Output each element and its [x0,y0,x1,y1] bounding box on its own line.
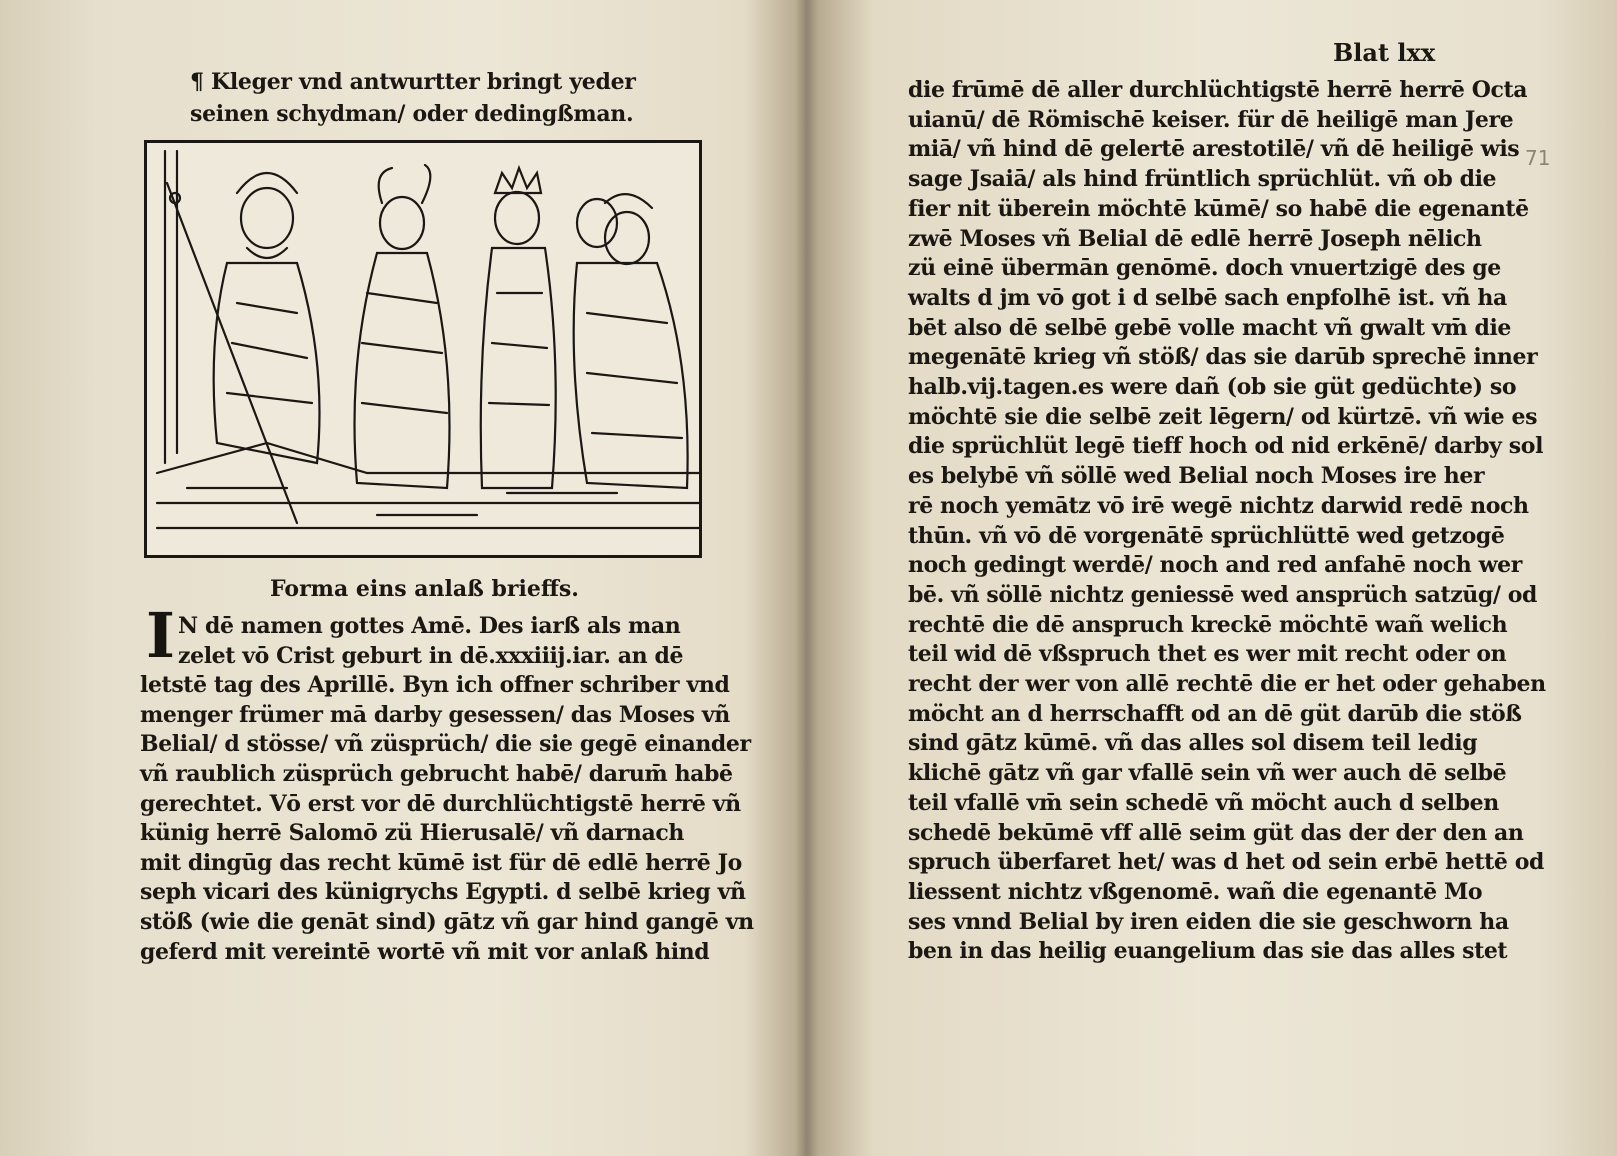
chapter-heading [190,66,660,130]
pencil-margin-note: 71 [1525,146,1551,170]
text-line: ben in das heilig euangelium das sie das alles stet [908,938,1508,965]
text-line: rē noch yemātz vō irē wegē nichtz darwid redē noch [908,492,1529,519]
text-line: recht der wer von allē rechtē die er het oder gehaben [908,671,1546,698]
heading-line: seinen schydman/ oder dedingßman. [190,101,634,127]
text-line: zwē Moses vñ Belial dē edlē herrē Joseph nēlich [908,225,1482,252]
text-line: spruch überfaret het/ was d het od sein erbē hettē od [908,849,1545,876]
text-line: megenātē krieg vñ stöß/ das sie darūb sprechē inner [908,344,1538,371]
text-line: zü einē übermān genōmē. doch vnuertzigē des ge [908,255,1501,282]
text-line: teil vfallē vm̄ sein schedē vñ möcht auch d selben [908,789,1499,816]
text-line: seph vicari des künigrychs Egypti. d selbē krieg vñ [140,879,746,906]
left-page [0,0,800,1156]
text-line: schedē bekūmē vff allē seim güt das der der den an [908,819,1524,846]
text-line: es belybē vñ söllē wed Belial noch Moses ire her [908,463,1485,490]
text-line: künig herrē Salomō zü Hierusalē/ vñ darnach [140,820,684,847]
section-caption: Forma eins anlaß brieffs. [270,576,579,602]
text-line: sind gātz kūmē. vñ das alles sol disem teil ledig [908,730,1478,757]
folio-number: Blat lxx [1333,38,1436,67]
heading-line: ¶ Kleger vnd antwurtter bringt yeder [190,69,636,95]
text-line: bēt also dē selbē gebē volle macht vñ gwalt vm̄ die [908,314,1511,341]
text-line: uianū/ dē Römischē keiser. für dē heiligē man Jere [908,106,1514,133]
text-line: vñ raublich züsprüch gebrucht habē/ darum̄ habē [140,760,733,787]
text-line: miā/ vñ hind dē gelertē arestotilē/ vñ dē heiligē wis [908,136,1520,163]
text-line: rechtē die dē anspruch kreckē möchtē wañ welich [908,611,1508,638]
text-line: noch gedingt werdē/ noch and red anfahē noch wer [908,552,1522,579]
text-line: möchtē sie die selbē zeit lēgern/ od kürtzē. vñ wie es [908,403,1538,430]
text-line: zelet vō Crist geburt in dē.xxxiiij.iar. an dē [178,642,684,669]
text-line: liessent nichtz vßgenomē. wañ die egenantē Mo [908,878,1483,905]
text-line: klichē gātz vñ gar vfallē sein vñ wer auch dē selbē [908,760,1507,787]
text-line: stöß (wie die genāt sind) gātz vñ gar hind gangē vn [140,908,754,935]
left-body-text [140,612,754,967]
text-line: gerechtet. Vō erst vor dē durchlüchtigstē herrē vñ [140,790,741,817]
text-line: thūn. vñ vō dē vorgenātē sprüchlüttē wed getzogē [908,522,1505,549]
text-line: möcht an d herrschafft od an dē güt darūb die stöß [908,700,1522,727]
text-line: die sprüchlüt legē tieff hoch od nid erkēnē/ darby sol [908,433,1544,460]
woodcut-illustration [144,140,702,558]
text-line: die frūmē dē aller durchlüchtigstē herrē herrē Octa [908,77,1528,103]
text-line: sage Jsaiā/ als hind früntlich sprüchlüt. vñ ob die [908,166,1497,193]
text-line: halb.vij.tagen.es were dañ (ob sie güt gedüchte) so [908,374,1517,401]
text-line: Belial/ d stösse/ vñ züsprüch/ die sie gegē einander [140,731,751,758]
woodcut-drawing [147,143,699,555]
text-line: letstē tag des Aprillē. Byn ich offner schriber vnd [140,672,730,699]
text-line: bē. vñ söllē nichtz geniessē wed ansprüch satzūg/ od [908,581,1538,608]
decorated-initial: I [146,599,176,672]
text-line: teil wid dē vßspruch thet es wer mit recht oder on [908,641,1507,668]
text-line: geferd mit vereintē wortē vñ mit vor anlaß hind [140,938,710,965]
text-line: menger frümer mā darby gesessen/ das Moses vñ [140,701,730,728]
text-line: walts d jm vō got i d selbē sach enpfolhē ist. vñ ha [908,284,1507,311]
text-line: mit dingūg das recht kūmē ist für dē edlē herrē Jo [140,849,742,876]
text-line: N dē namen gottes Amē. Des iarß als man [178,613,681,639]
text-line: fier nit überein möchtē kūmē/ so habē die egenantē [908,195,1529,222]
text-line: ses vnnd Belial by iren eiden die sie geschworn ha [908,908,1509,935]
